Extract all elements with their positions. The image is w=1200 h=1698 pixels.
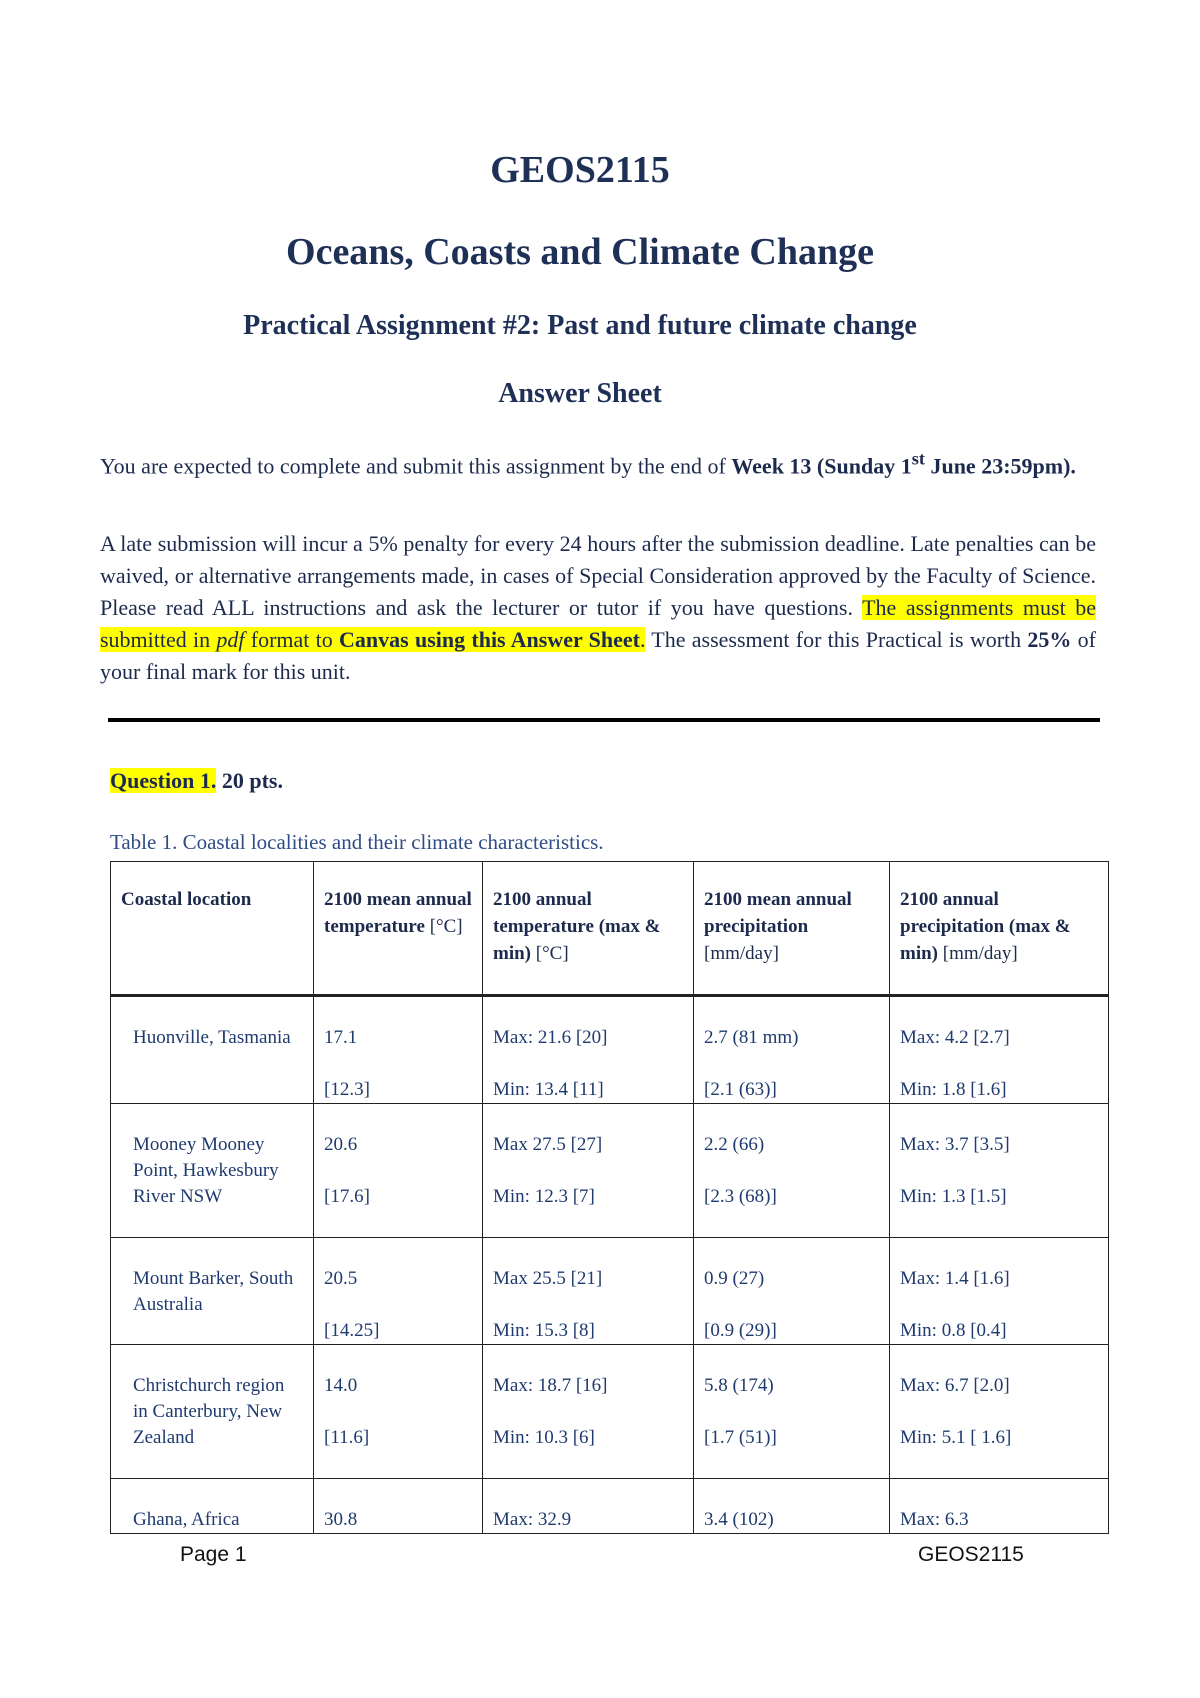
assessment-text-end: of your final mark for this unit.: [100, 627, 1096, 684]
course-title: Oceans, Coasts and Climate Change: [286, 231, 874, 273]
deadline-week: Week 13 (Sunday 1: [731, 453, 912, 479]
precip-ref: [2.1 (63)]: [704, 1079, 777, 1100]
precip-ref: [2.3 (68)]: [704, 1186, 777, 1207]
precip-max: Max: 6.7 [2.0]: [900, 1375, 1010, 1396]
table-row: [111, 1104, 1109, 1238]
assessment-text: The assessment for this Practical is worth: [645, 627, 1028, 652]
precip: 0.9 (27): [704, 1268, 765, 1289]
late-policy-text: A late submission will incur a 5% penalty for every 24 hours after the submission deadline. Late penalties can be waived, or alternative arrangements made, in cases of Special Consideration approved by the Faculty of Science. Please read ALL instructions and ask the lecturer or tutor if you have questions.: [100, 531, 1096, 620]
late-policy-paragraph: [100, 528, 1096, 688]
submission-highlight: The assignments must be submitted in pdf format to Canvas using this Answer Sheet.: [100, 595, 1096, 652]
precip: 5.8 (174): [704, 1375, 774, 1396]
table-header-row: [111, 862, 1109, 996]
temp-min: Min: 10.3 [6]: [493, 1427, 595, 1448]
precip-min: Min: 1.3 [1.5]: [900, 1186, 1007, 1207]
precip-min: Min: 1.8 [1.6]: [900, 1079, 1007, 1100]
precip-ref: [0.9 (29)]: [704, 1320, 777, 1341]
temp-min: Min: 12.3 [7]: [493, 1186, 595, 1207]
precip-ref: [1.7 (51)]: [704, 1427, 777, 1448]
intro-paragraph: [100, 443, 1096, 482]
location-cell: Mount Barker, South Australia: [133, 1268, 294, 1315]
location-cell: Huonville, Tasmania: [133, 1027, 291, 1048]
header-location: Coastal location: [111, 862, 314, 996]
mean-temp-ref: [17.6]: [324, 1186, 370, 1207]
precip-min: Min: 0.8 [0.4]: [900, 1320, 1007, 1341]
precip-max: Max: 3.7 [3.5]: [900, 1134, 1010, 1155]
question-points: 20 pts.: [216, 768, 283, 793]
footer-course-code: GEOS2115: [918, 1543, 1024, 1566]
location-cell: Christchurch region in Canterbury, New Zealand: [133, 1375, 285, 1448]
table-row: [111, 1345, 1109, 1479]
table-caption: Table 1. Coastal localities and their climate characteristics.: [110, 830, 604, 854]
deadline-sup: st: [911, 449, 925, 469]
precip: 2.7 (81 mm): [704, 1027, 799, 1048]
header-mean-temp: 2100 mean annual temperature [°C]: [314, 862, 483, 996]
table-row: [111, 1479, 1109, 1534]
precip-max: Max: 1.4 [1.6]: [900, 1268, 1010, 1289]
precip-max: Max: 6.3: [900, 1509, 969, 1530]
location-cell: Mooney Mooney Point, Hawkesbury River NSW: [133, 1134, 279, 1207]
header-mean-precip: 2100 mean annual precipitation [mm/day]: [694, 862, 890, 996]
precip: 2.2 (66): [704, 1134, 765, 1155]
deadline-rest: June 23:59pm).: [924, 453, 1076, 479]
temp-max: Max 27.5 [27]: [493, 1134, 603, 1155]
temp-min: Min: 15.3 [8]: [493, 1320, 595, 1341]
location-cell: Ghana, Africa: [133, 1509, 240, 1530]
intro-text: You are expected to complete and submit this assignment by the end of: [100, 453, 732, 479]
table-row: [111, 1238, 1109, 1345]
mean-temp: 20.5: [324, 1268, 358, 1289]
precip-min: Min: 5.1 [ 1.6]: [900, 1427, 1012, 1448]
header-precip-range: 2100 annual precipitation (max & min) [mm/day]: [890, 862, 1109, 996]
climate-table: [110, 861, 1109, 1534]
temp-max: Max: 32.9: [493, 1509, 572, 1530]
header-temp-range: 2100 annual temperature (max & min) [°C]: [483, 862, 694, 996]
table-row: [111, 996, 1109, 1104]
assessment-worth: 25%: [1027, 627, 1072, 652]
mean-temp-ref: [14.25]: [324, 1320, 380, 1341]
temp-max: Max: 21.6 [20]: [493, 1027, 608, 1048]
sheet-title: Answer Sheet: [498, 378, 662, 409]
precip: 3.4 (102): [704, 1509, 774, 1530]
mean-temp: 17.1: [324, 1027, 358, 1048]
temp-max: Max 25.5 [21]: [493, 1268, 603, 1289]
temp-min: Min: 13.4 [11]: [493, 1079, 604, 1100]
question-label: Question 1.: [110, 768, 217, 793]
temp-max: Max: 18.7 [16]: [493, 1375, 608, 1396]
assignment-title: Practical Assignment #2: Past and future climate change: [243, 310, 917, 341]
mean-temp-ref: [12.3]: [324, 1079, 370, 1100]
section-divider: [108, 718, 1100, 722]
question-heading: [110, 768, 283, 794]
course-code: GEOS2115: [490, 149, 670, 191]
mean-temp: 20.6: [324, 1134, 358, 1155]
mean-temp: 14.0: [324, 1375, 358, 1396]
mean-temp: 30.8: [324, 1509, 358, 1530]
footer-page-number: Page 1: [180, 1543, 247, 1566]
mean-temp-ref: [11.6]: [324, 1427, 370, 1448]
precip-max: Max: 4.2 [2.7]: [900, 1027, 1010, 1048]
